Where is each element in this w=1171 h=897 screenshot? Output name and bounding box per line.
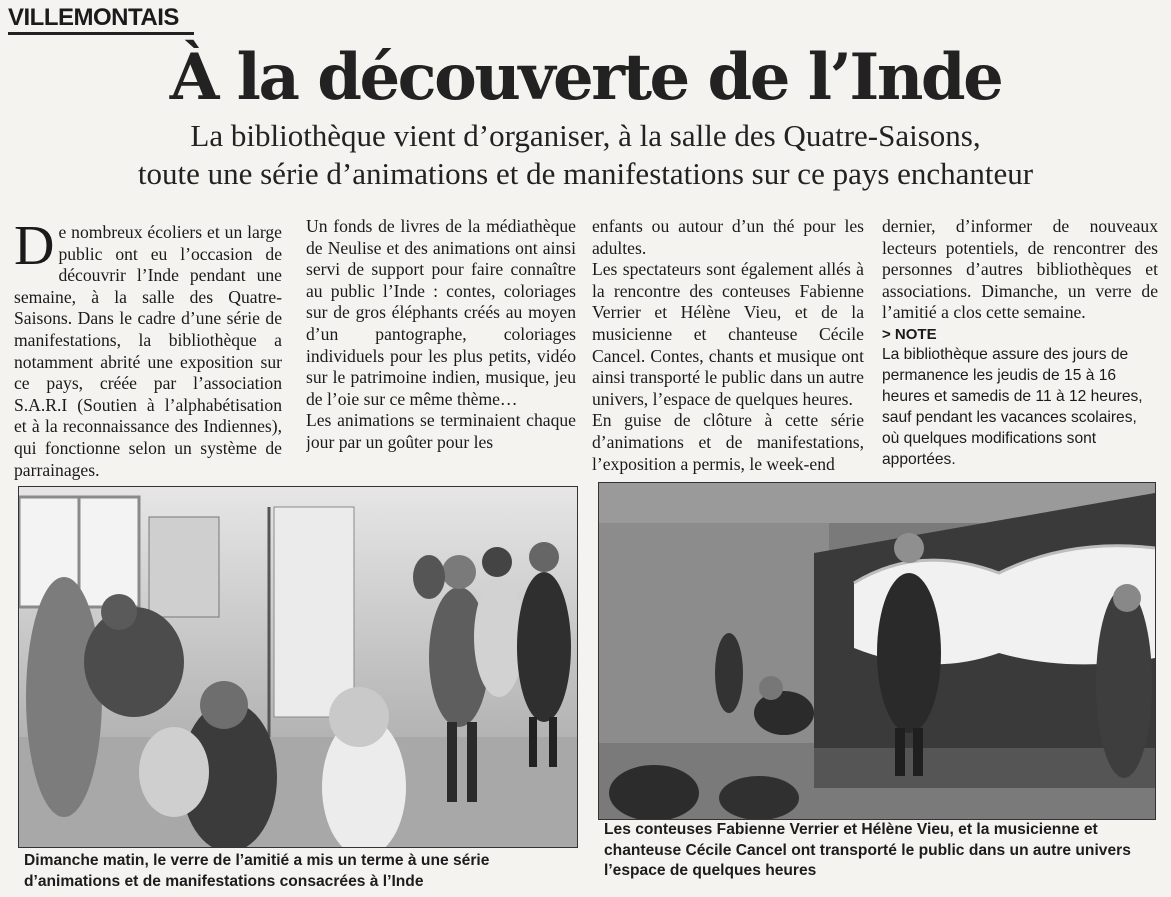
deck-line-1: La bibliothèque vient d’organiser, à la salle des Quatre-Saisons, <box>190 118 981 153</box>
headline: À la découverte de l’Inde <box>169 40 1002 115</box>
photo-gathering-image <box>19 487 577 847</box>
article-column-1 <box>14 222 282 486</box>
column-3-paragraph-3: En guise de clôture à cette série d’animations et de manifestations, l’exposition a permis, le week-end <box>592 410 864 474</box>
photo-gathering-caption: Dimanche matin, le verre de l’amitié a mis un terme à une série d’animations et de manifestations consacrées à l’Inde <box>24 852 490 890</box>
column-2-paragraph-2: Les animations se terminaient chaque jour par un goûter pour les <box>306 410 576 452</box>
photo-gathering <box>18 486 578 848</box>
photo-storytellers <box>598 482 1156 820</box>
deck <box>0 117 1171 193</box>
article-column-3 <box>592 216 864 480</box>
column-3-paragraph-2: Les spectateurs sont également allés à la rencontre des conteuses Fabienne Verrier et Hélène Vieu, et de la musicienne et chanteuse Cécile Cancel. Contes, chants et musique ont ainsi transporté le public dans un autre univers, l’espace de quelques heures. <box>592 259 864 409</box>
section-underline <box>8 32 194 35</box>
note-label: > NOTE <box>882 325 937 343</box>
article-column-4 <box>882 216 1158 480</box>
photo-storytellers-caption: Les conteuses Fabienne Verrier et Hélène Vieu, et la musicienne et chanteuse Cécile Cancel ont transporté le public dans un autre univers l’espace de quelques heures <box>604 821 1131 879</box>
section-label: VILLEMONTAIS <box>8 4 179 31</box>
deck-line-2: toute une série d’animations et de manifestations sur ce pays enchanteur <box>137 156 1034 191</box>
article-column-2 <box>306 216 576 480</box>
column-4-text: dernier, d’informer de nouveaux lecteurs potentiels, de rencontrer des personnes d’autres bibliothèques et associations. Dimanche, un verre de l’amitié a clos cette semaine. <box>882 216 1158 323</box>
note-text: La bibliothèque assure des jours de permanence les jeudis de 15 à 16 heures et samedis de 11 à 12 heures, sauf pendant les vacances scolaires, où quelques modifications sont apportées. <box>882 345 1143 468</box>
photo-storytellers-image <box>599 483 1155 819</box>
column-1-text: e nombreux écoliers et un large public ont eu l’occasion de découvrir l’Inde pendant une semaine, à la salle des Quatre-Saisons. Dans le cadre d’une série de manifestations, la bibliothèque a notamment abrité une exposition sur ce pays, créée par l’association S.A.R.I (Soutien à l’alphabétisation et à la reconnaissance des Indiennes), qui fonctionne selon un système de parrainages. <box>14 222 282 480</box>
column-2-paragraph-1: Un fonds de livres de la médiathèque de Neulise et des animations ont ainsi servi de support pour faire connaître au public l’Inde : contes, coloriages sur de gros éléphants créés au moyen d’un pantographe, coloriages individuels pour les plus petits, vidéo sur le patrimoine indien, musique, jeu de l’oie sur ce même thème… <box>306 216 576 409</box>
column-3-paragraph-1: enfants ou autour d’un thé pour les adultes. <box>592 216 864 258</box>
drop-cap: D <box>14 222 55 277</box>
